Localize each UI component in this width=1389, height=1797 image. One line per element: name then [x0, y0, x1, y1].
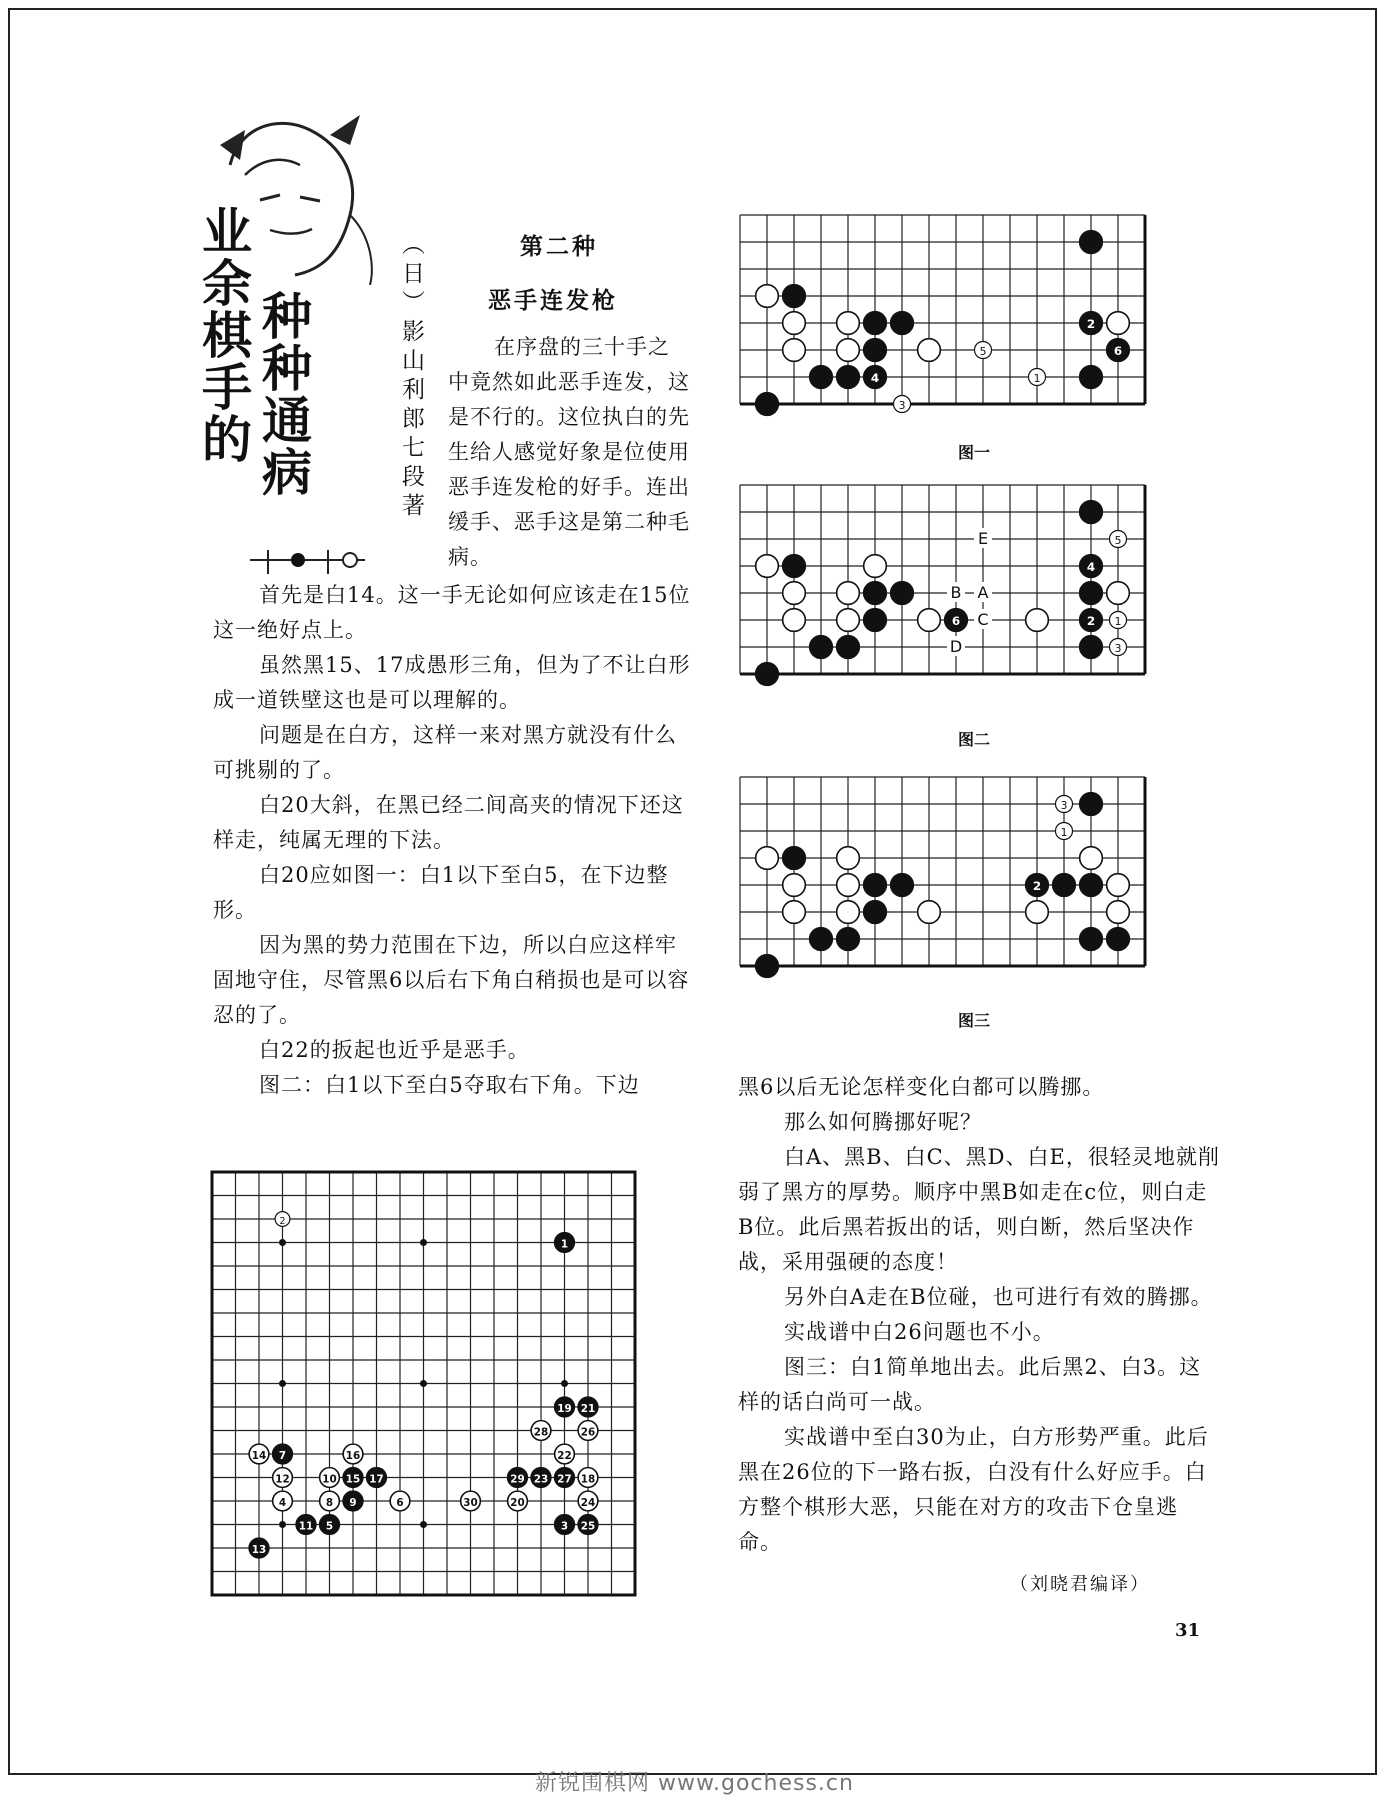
series-title-column-1: 业余棋手的	[194, 205, 252, 465]
move-number: 7	[278, 1450, 287, 1462]
move-number: 21	[580, 1403, 596, 1415]
move-number: 22	[557, 1450, 572, 1462]
move-number: 2	[1086, 614, 1096, 628]
move-number: 3	[898, 399, 906, 412]
white-stone	[837, 874, 860, 897]
left-paragraph: 白20大斜，在黑已经二间高夹的情况下还这样走，纯属无理的下法。	[213, 793, 684, 852]
right-column	[738, 1070, 1220, 1560]
white-stone	[837, 312, 860, 335]
black-stone	[864, 609, 887, 632]
star-point	[420, 1380, 427, 1387]
black-stone	[1080, 874, 1103, 897]
left-paragraph: 虽然黑15、17成愚形三角，但为了不让白形成一道铁壁这也是可以理解的。	[213, 653, 691, 712]
black-stone	[1080, 793, 1103, 816]
right-paragraph: 实战谱中白26问题也不小。	[784, 1320, 1055, 1344]
diagram-3-board	[740, 772, 1210, 992]
move-number: 10	[322, 1473, 337, 1486]
white-stone	[1107, 582, 1130, 605]
right-paragraph: 白A、黑B、白C、黑D、白E，很轻灵地就削弱了黑方的厚势。顺序中黑B如走在c位，则白走B位。此后黑若扳出的话，则白断，然后坚决作战，采用强硬的态度！	[738, 1145, 1220, 1274]
diagram-2-board	[740, 480, 1210, 700]
left-paragraph: 首先是白14。这一手无论如何应该走在15位这一绝好点上。	[213, 583, 691, 642]
move-number: 28	[533, 1426, 549, 1439]
black-stone	[837, 366, 860, 389]
white-stone	[783, 312, 806, 335]
diagram-letter: A	[977, 583, 989, 602]
move-number: 3	[1114, 642, 1122, 655]
black-stone	[1080, 366, 1103, 389]
black-stone	[1080, 582, 1103, 605]
move-number: 4	[278, 1497, 287, 1509]
star-point	[420, 1521, 427, 1528]
move-number: 2	[1032, 879, 1042, 893]
credit: （刘晓君编译）	[1010, 1574, 1150, 1595]
move-number: 29	[510, 1473, 525, 1486]
white-stone	[1026, 609, 1049, 632]
move-number: 5	[979, 345, 987, 358]
black-stone	[1080, 636, 1103, 659]
black-stone	[810, 366, 833, 389]
game-record-board	[210, 1170, 660, 1600]
move-number: 14	[251, 1450, 267, 1462]
caption-diagram-2: 图二	[958, 730, 991, 749]
white-stone	[1107, 312, 1130, 335]
move-number: 3	[560, 1520, 569, 1533]
left-column	[213, 578, 691, 1103]
caption-diagram-3: 图三	[958, 1011, 991, 1030]
black-stone	[864, 874, 887, 897]
section-title: 第二种	[520, 234, 598, 260]
diagram-letter: E	[977, 529, 989, 548]
black-stone	[756, 663, 779, 686]
white-stone	[1107, 874, 1130, 897]
diagram-letter: C	[977, 610, 989, 629]
white-stone	[1107, 901, 1130, 924]
move-number: 8	[325, 1497, 334, 1509]
right-paragraph: 实战谱中至白30为止，白方形势严重。此后黑在26位的下一路右扳，白没有什么好应手。白方整个棋形大恶，只能在对方的攻击下仓皇逃命。	[738, 1425, 1209, 1554]
move-number: 25	[580, 1520, 596, 1533]
stone-motif	[250, 548, 370, 578]
white-stone	[837, 901, 860, 924]
right-paragraph: 图三：白1简单地出去。此后黑2、白3。这样的话白尚可一战。	[738, 1355, 1202, 1414]
move-number: 2	[1086, 317, 1096, 331]
white-stone	[783, 901, 806, 924]
subtitle: 恶手连发枪	[488, 288, 618, 314]
black-stone	[1053, 874, 1076, 897]
move-number: 17	[369, 1473, 384, 1486]
white-stone	[783, 609, 806, 632]
move-number: 4	[870, 371, 880, 385]
white-stone	[783, 874, 806, 897]
black-stone	[891, 312, 914, 335]
white-stone	[837, 847, 860, 870]
white-stone	[1026, 901, 1049, 924]
move-number: 23	[533, 1473, 549, 1486]
move-number: 27	[557, 1473, 572, 1486]
move-number: 1	[1060, 826, 1068, 839]
move-number: 6	[1113, 344, 1123, 358]
white-stone	[1080, 847, 1103, 870]
move-number: 6	[951, 614, 961, 628]
diagram-letter: B	[950, 583, 962, 602]
move-number: 12	[275, 1473, 290, 1486]
white-stone	[783, 582, 806, 605]
black-stone	[756, 955, 779, 978]
black-stone	[864, 901, 887, 924]
star-point	[279, 1521, 286, 1528]
move-number: 13	[251, 1544, 267, 1556]
black-stone	[1080, 928, 1103, 951]
black-stone	[864, 312, 887, 335]
left-paragraph: 问题是在白方，这样一来对黑方就没有什么可挑剔的了。	[213, 723, 677, 782]
white-stone	[837, 609, 860, 632]
series-title-column-2: 种种通病	[254, 290, 312, 498]
move-number: 11	[298, 1520, 314, 1533]
left-paragraph: 白22的扳起也近乎是恶手。	[259, 1038, 530, 1062]
left-paragraph: 白20应如图一：白1以下至白5，在下边整形。	[213, 863, 669, 922]
black-stone	[1080, 501, 1103, 524]
white-stone	[918, 901, 941, 924]
move-number: 5	[1114, 534, 1122, 547]
caption-diagram-1: 图一	[958, 443, 991, 462]
move-number: 1	[560, 1238, 569, 1251]
move-number: 5	[325, 1520, 334, 1533]
white-stone	[756, 847, 779, 870]
white-stone	[918, 339, 941, 362]
white-stone	[756, 555, 779, 578]
move-number: 3	[1060, 799, 1068, 812]
white-stone	[756, 285, 779, 308]
move-number: 19	[557, 1403, 572, 1415]
star-point	[279, 1380, 286, 1387]
black-stone	[864, 339, 887, 362]
black-stone	[891, 874, 914, 897]
black-stone	[1107, 928, 1130, 951]
right-paragraph: 黑6以后无论怎样变化白都可以腾挪。	[738, 1075, 1105, 1099]
move-number: 24	[580, 1497, 596, 1509]
move-number: 26	[580, 1426, 596, 1439]
move-number: 15	[345, 1473, 361, 1486]
star-point	[561, 1380, 568, 1387]
left-paragraph: 图二：白1以下至白5夺取右下角。下边	[259, 1073, 640, 1097]
black-stone	[1080, 231, 1103, 254]
move-number: 18	[580, 1473, 596, 1486]
right-paragraph: 另外白A走在B位碰，也可进行有效的腾挪。	[784, 1285, 1213, 1309]
left-paragraph: 因为黑的势力范围在下边，所以白应这样牢固地守住，尽管黑6以后右下角白稍损也是可以容忍的了。	[213, 933, 690, 1027]
star-point	[420, 1239, 427, 1246]
intro-paragraph: 在序盘的三十手之中竟然如此恶手连发，这是不行的。这位执白的先生给人感觉好象是位使用恶手连发枪的好手。连出缓手、恶手这是第二种毛病。	[448, 335, 690, 569]
author: （日）影山利郎七段著	[398, 232, 424, 522]
move-number: 6	[396, 1497, 404, 1509]
move-number: 9	[349, 1497, 357, 1509]
move-number: 2	[279, 1216, 286, 1227]
white-stone	[837, 582, 860, 605]
black-stone	[891, 582, 914, 605]
black-stone	[810, 928, 833, 951]
black-stone	[783, 555, 806, 578]
white-stone	[837, 339, 860, 362]
black-stone	[783, 847, 806, 870]
black-stone	[864, 582, 887, 605]
star-point	[279, 1239, 286, 1246]
move-number: 4	[1086, 560, 1096, 574]
move-number: 1	[1033, 372, 1041, 385]
white-stone	[864, 555, 887, 578]
move-number: 30	[463, 1497, 478, 1509]
black-stone	[810, 636, 833, 659]
move-number: 20	[510, 1497, 525, 1509]
diagram-letter: D	[949, 637, 963, 656]
move-number: 1	[1114, 615, 1122, 628]
move-number: 16	[345, 1450, 361, 1462]
black-stone	[756, 393, 779, 416]
white-stone	[918, 609, 941, 632]
diagram-1-board	[740, 210, 1210, 430]
black-stone	[837, 636, 860, 659]
white-stone	[783, 339, 806, 362]
black-stone	[837, 928, 860, 951]
page-number: 31	[1175, 1620, 1201, 1641]
right-paragraph: 那么如何腾挪好呢？	[784, 1110, 982, 1134]
black-stone	[783, 285, 806, 308]
footer-watermark: 新锐围棋网 www.gochess.cn	[535, 1771, 854, 1796]
